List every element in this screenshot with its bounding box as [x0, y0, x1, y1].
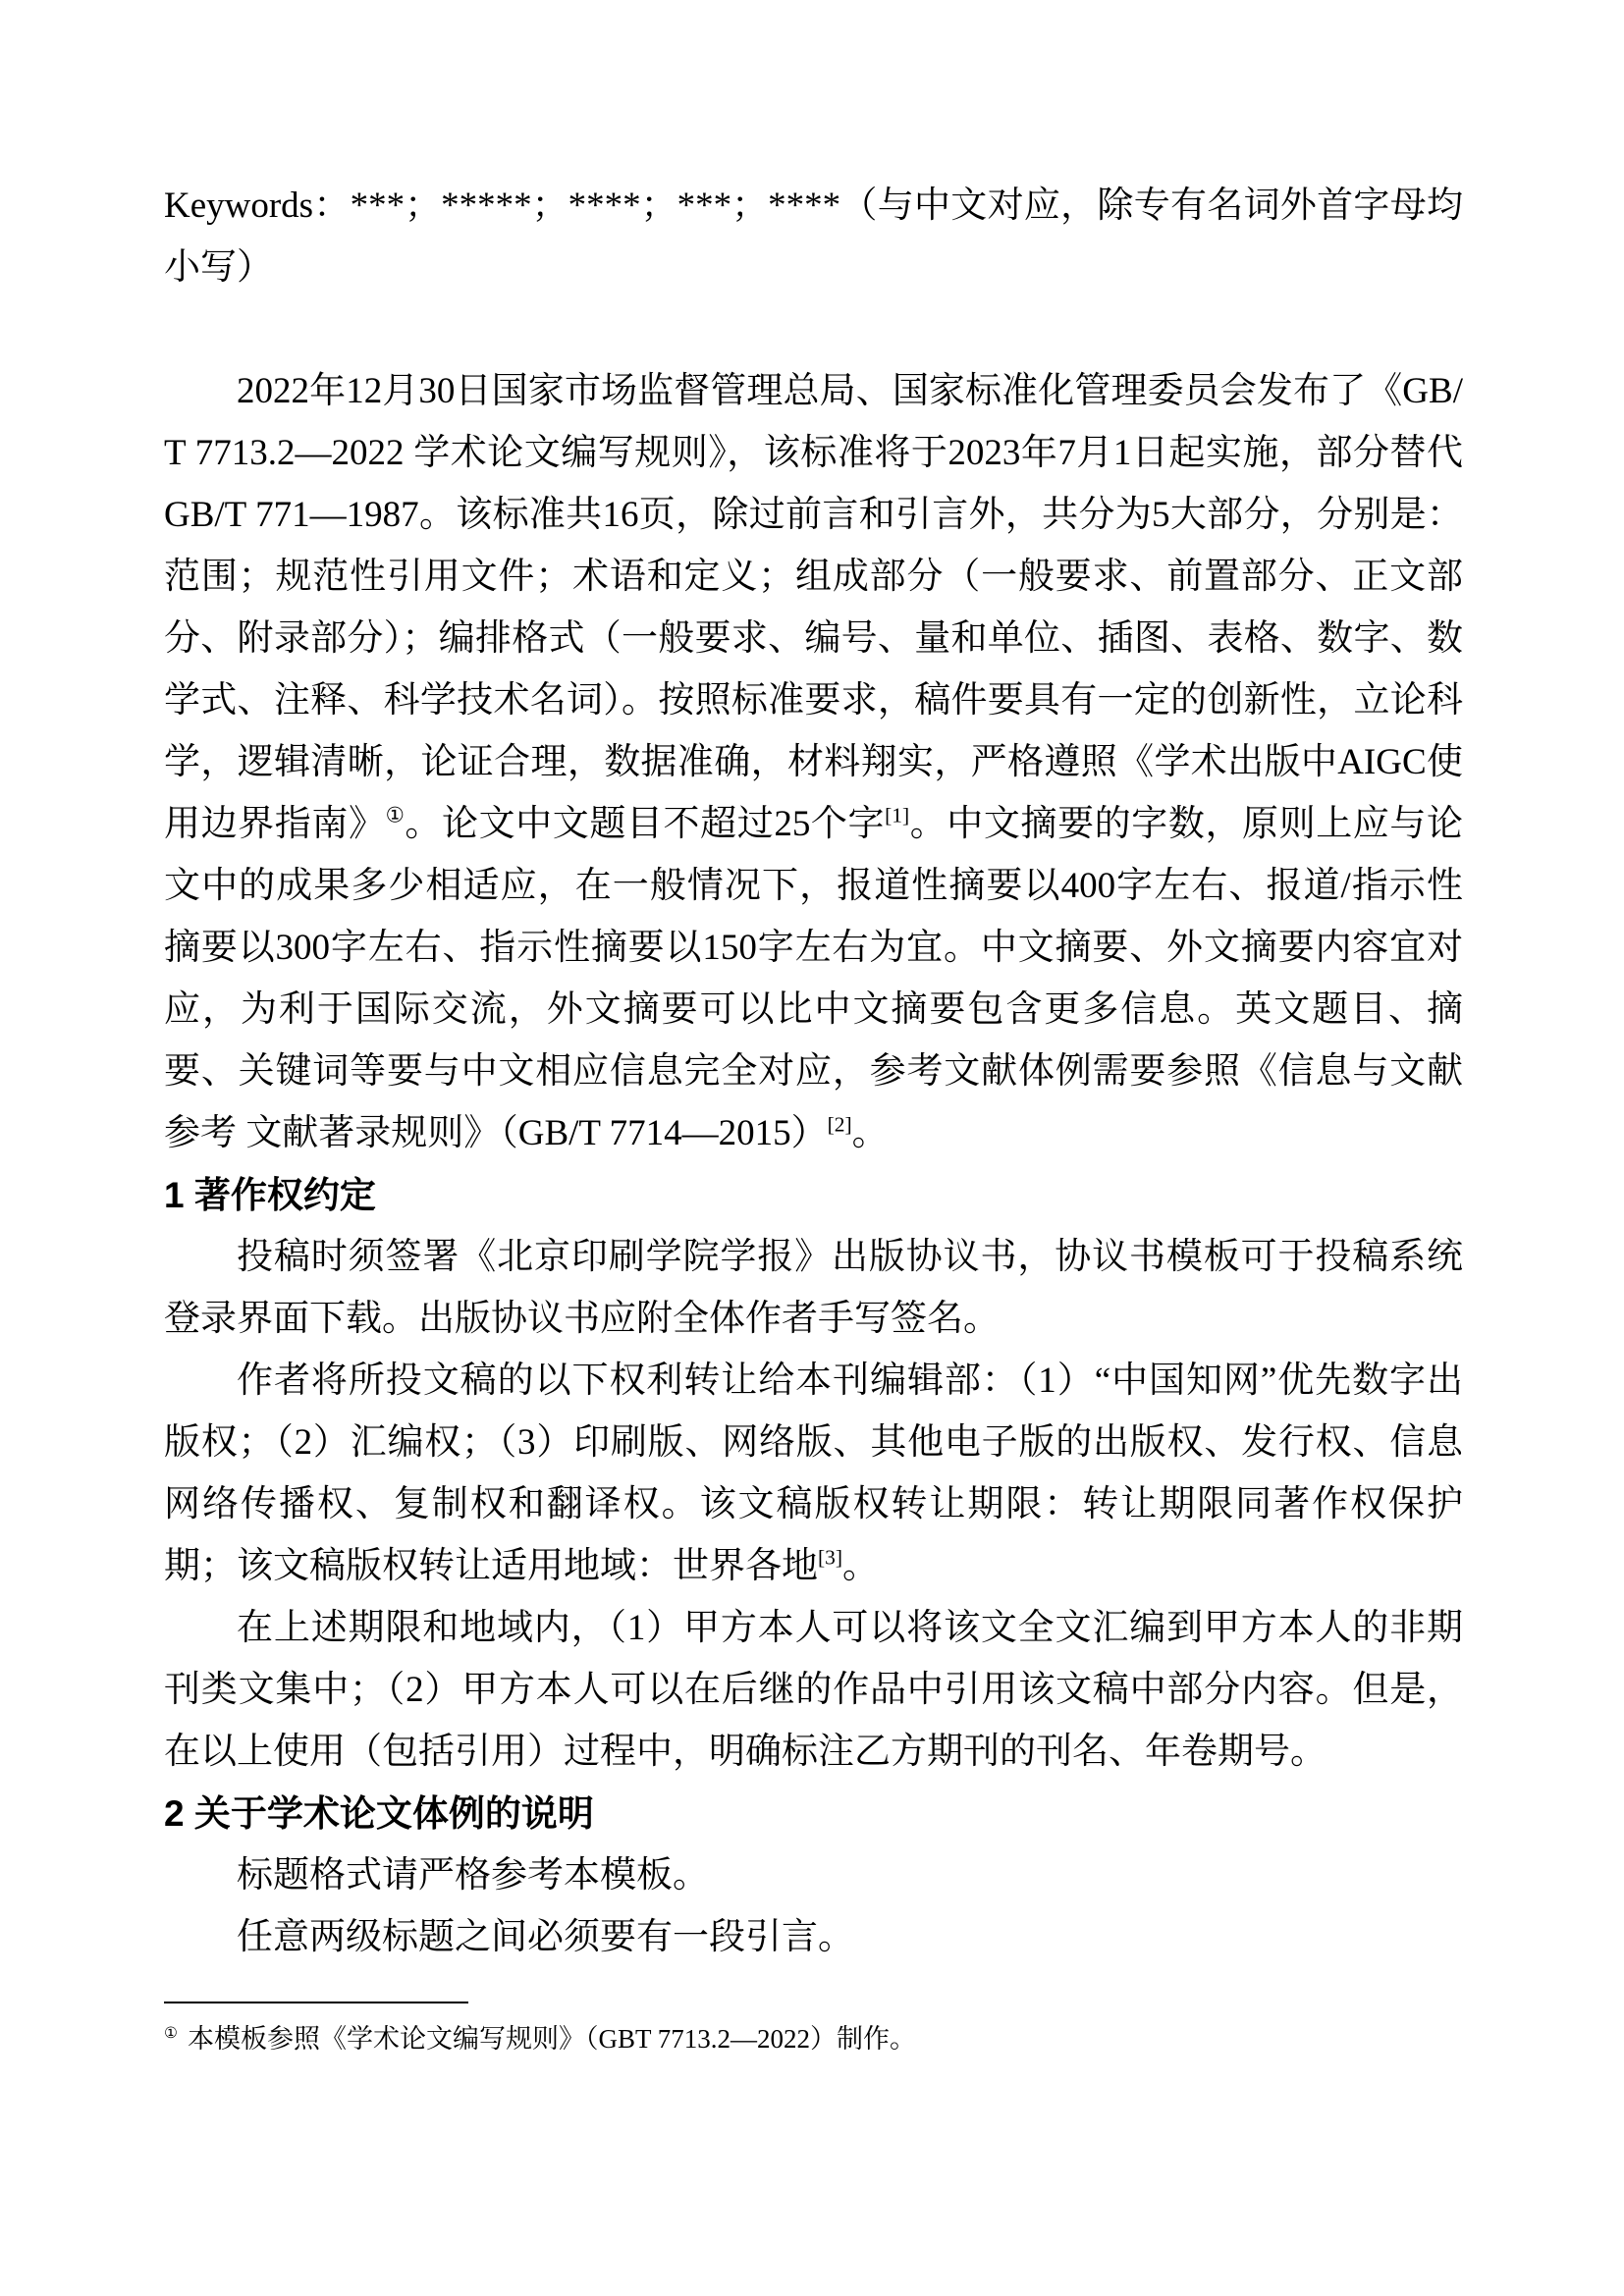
citation-ref-1: [1] — [885, 803, 910, 828]
intro-text-segment: 。中文摘要的字数，原则上应与论文中的成果多少相适应，在一般情况下，报道性摘要以400字左右、报道/指示性摘要以300字左右、指示性摘要以150字左右为宜。中文摘要、外文摘要内容宜对应，为利于国际交流，外文摘要可以比中文摘要包含更多信息。英文题目、摘要、关键词等要与中文相应信息完全对应，参考文献体例需要参照《信息与文献 参考 文献著录规则》（GB/T 7714—2015） — [164, 804, 1464, 1153]
section-1-paragraph-1: 投稿时须签署《北京印刷学院学报》出版协议书，协议书模板可于投稿系统登录界面下载。出版协议书应附全体作者手写签名。 — [164, 1237, 1463, 1339]
citation-ref-2: [2] — [827, 1112, 852, 1137]
intro-text-segment: 2022年12月30日国家市场监督管理总局、国家标准化管理委员会发布了《GB/T 7713.2—2022 学术论文编写规则》，该标准将于2023年7月1日起实施，部分替代GB/T 771—1987。该标准共16页，除过前言和引言外，共分为5大部分，分别是：范围；规范性引用文件；术语和定义；组成部分（一般要求、前置部分、正文部分、附录部分）；编排格式（一般要求、编号、量和单位、插图、表格、数字、数学式、注释、科学技术名词）。按照标准要求，稿件要具有一定的创新性，立论科学，逻辑清晰，论证合理，数据准确，材料翔实，严格遵照《学术出版中AIGC使用边界指南》 — [164, 371, 1463, 844]
section-2-paragraph-1: 标题格式请严格参考本模板。 — [237, 1855, 709, 1896]
keywords-paragraph — [164, 175, 1463, 298]
section-2-paragraph-2: 任意两级标题之间必须要有一段引言。 — [237, 1917, 854, 1957]
footnote-separator-line — [164, 2002, 468, 2003]
rights-text-segment: 作者将所投文稿的以下权利转让给本刊编辑部：（1）“中国知网”优先数字出版权；（2）汇编权；（3）印刷版、网络版、其他电子版的出版权、发行权、信息网络传播权、复制权和翻译权。该文稿版权转让期限：转让期限同著作权保护期；该文稿版权转让适用地域：世界各地 — [164, 1361, 1463, 1586]
footnote-text: 本模板参照《学术论文编写规则》（GBT 7713.2—2022）制作。 — [188, 2024, 917, 2054]
section-2-heading: 2 关于学术论文体例的说明 — [164, 1793, 594, 1834]
document-content — [164, 175, 1463, 2060]
intro-text-segment: 。 — [851, 1113, 889, 1153]
blank-line — [164, 298, 1463, 360]
footnote-reference-circle-1: ① — [385, 803, 406, 828]
section-1-paragraph-3: 在上述期限和地域内，（1）甲方本人可以将该文全文汇编到甲方本人的非期刊类文集中；（2）甲方本人可以在后继的作品中引用该文稿中部分内容。但是，在以上使用（包括引用）过程中，明确标注乙方期刊的刊名、年卷期号。 — [164, 1608, 1463, 1772]
footnote — [164, 2017, 1463, 2060]
keywords-text: Keywords：***；*****；****；***；****（与中文对应，除专有名词外首字母均小写） — [164, 186, 1463, 288]
section-1-paragraph-2 — [164, 1350, 1463, 1597]
intro-text-segment: 。论文中文题目不超过25个字 — [405, 804, 886, 844]
rights-text-segment: 。 — [842, 1546, 880, 1586]
footnote-marker: ① — [164, 2025, 179, 2042]
citation-ref-3: [3] — [818, 1545, 843, 1570]
section-1-heading: 1 著作权约定 — [164, 1175, 376, 1215]
intro-paragraph — [164, 360, 1463, 1164]
